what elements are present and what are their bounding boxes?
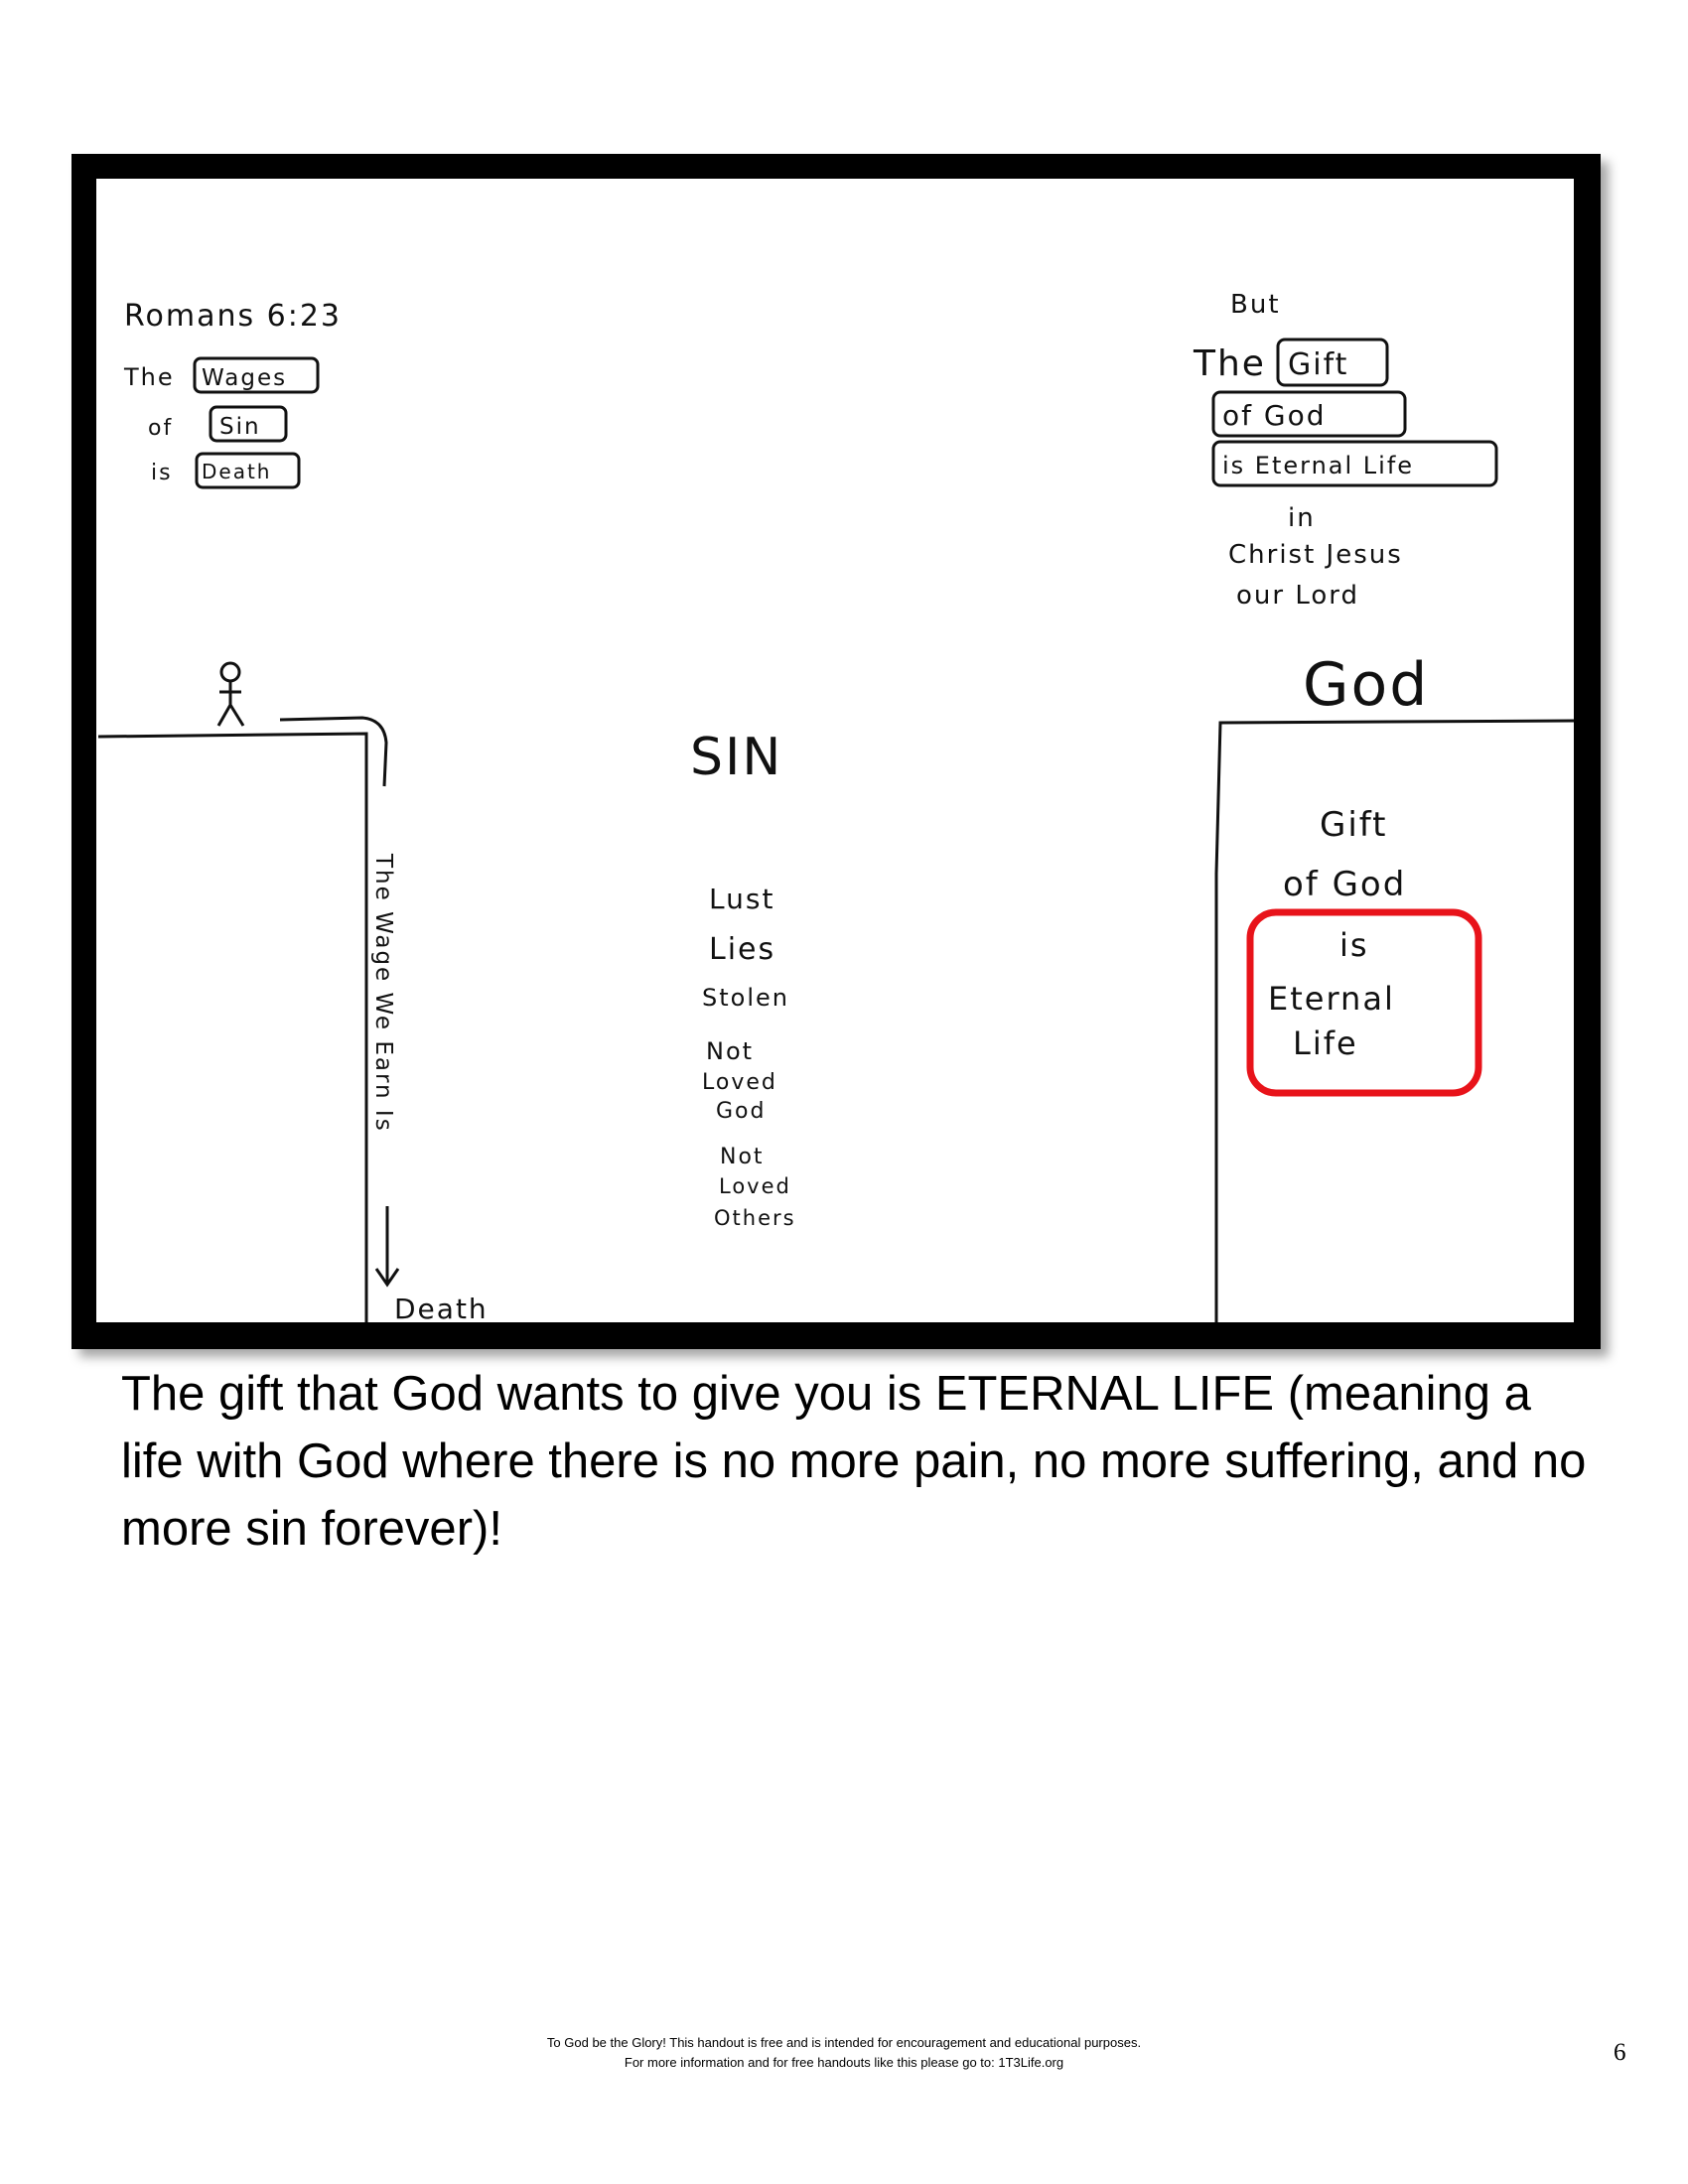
sin-item-not-2: Not	[720, 1145, 765, 1169]
footer	[0, 2033, 1688, 2073]
page-number: 6	[1614, 2039, 1626, 2066]
illustration-panel	[96, 179, 1574, 1322]
gift-of-god-block	[1250, 805, 1478, 1093]
sin-title: SIN	[690, 728, 783, 787]
right-cliff	[1216, 721, 1574, 1322]
right-line-in: in	[1288, 503, 1316, 533]
sin-item-lust: Lust	[709, 883, 775, 915]
sin-item-loved-2: Loved	[719, 1174, 791, 1198]
sin-item-stolen: Stolen	[702, 984, 789, 1012]
caption-text: The gift that God wants to give you is ETERNAL LIFE (meaning a life with God where there is no more pain, no more suffering, and no more sin forever)!	[121, 1367, 1587, 1556]
word-sin: Sin	[219, 414, 261, 440]
sin-list	[690, 728, 796, 1230]
right-line-but: But	[1230, 290, 1281, 320]
stick-figure	[218, 663, 243, 726]
word-gift: Gift	[1288, 347, 1349, 382]
right-cliff-god: God	[1303, 650, 1430, 720]
illustration-frame	[71, 154, 1601, 1349]
romans-reference: Romans 6:23	[124, 299, 343, 334]
gift-line1: Gift	[1320, 805, 1388, 845]
left-line-of: of	[148, 416, 174, 441]
footer-line1: To God be the Glory! This handout is free and is intended for encouragement and educational purposes.	[546, 2035, 1142, 2050]
box-eternal-life: is Eternal Life	[1222, 452, 1415, 479]
boxed-line3: Life	[1293, 1024, 1358, 1062]
bridge-illustration	[96, 179, 1574, 1322]
right-line-the: The	[1194, 343, 1266, 384]
word-death: Death	[202, 460, 272, 483]
boxed-line1: is	[1339, 926, 1369, 964]
left-line-the: The	[124, 363, 175, 391]
sin-item-lies: Lies	[709, 932, 776, 967]
box-of-god: of God	[1222, 399, 1327, 432]
left-cliff	[98, 718, 398, 1322]
right-line-christ-jesus: Christ Jesus	[1228, 540, 1403, 570]
right-line-our-lord: our Lord	[1236, 581, 1360, 611]
sin-item-not: Not	[706, 1037, 755, 1065]
footer-line2: For more information and for free handouts like this please go to: 1T3Life.org	[624, 2055, 1064, 2070]
gift-line2: of God	[1283, 865, 1407, 904]
romans-reference-block	[123, 299, 342, 487]
boxed-line2: Eternal	[1268, 980, 1395, 1018]
word-wages: Wages	[202, 365, 288, 391]
sin-item-loved: Loved	[702, 1070, 777, 1095]
gift-of-god-verse-block	[1193, 290, 1496, 611]
left-line-is: is	[151, 461, 173, 485]
sin-item-others: Others	[714, 1206, 796, 1230]
sin-item-god: God	[716, 1099, 767, 1124]
wage-we-earn-label: The Wage We Earn Is	[370, 854, 396, 1133]
cliff-bottom-death: Death	[394, 1293, 489, 1322]
